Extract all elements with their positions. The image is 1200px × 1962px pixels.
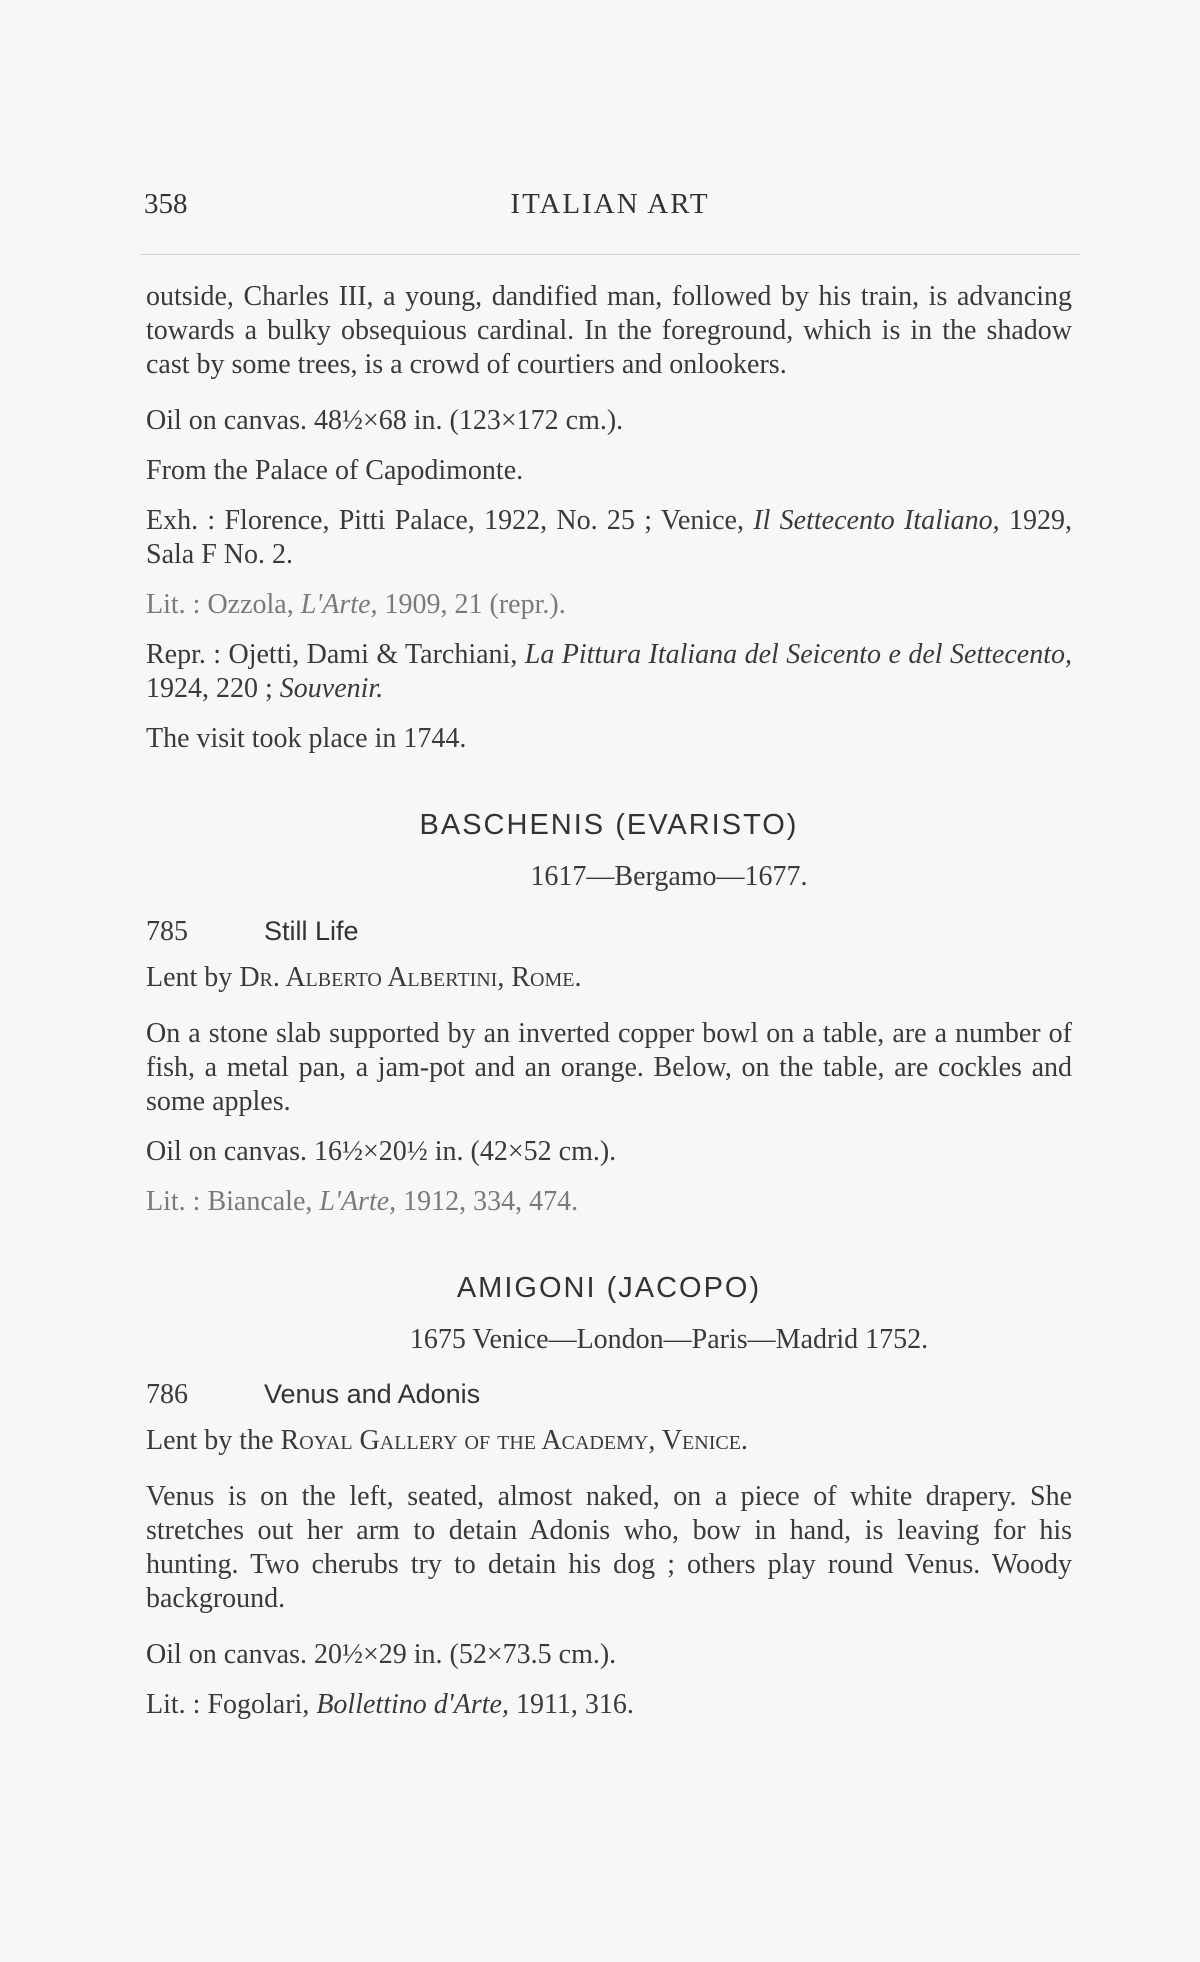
lender-line: Lent by Dr. Alberto Albertini, Rome. [146,962,582,993]
artist-dates: 1675 Venice—London—Paris—Madrid 1752. [409,1324,929,1355]
continuation-medium: Oil on canvas. 48½×68 in. (123×172 cm.). [146,405,624,436]
artist-section-amigoni [146,1271,1072,1722]
artwork-medium: Oil on canvas. 16½×20½ in. (42×52 cm.). [146,1136,617,1167]
catalogue-entry-heading [146,1377,1072,1412]
lender-line: Lent by the Royal Gallery of the Academy, Venice. [146,1425,748,1456]
artist-dates: 1617—Bergamo—1677. [530,861,808,892]
artwork-literature: Lit. : Fogolari, Bollettino d'Arte, 1911, 316. [146,1689,634,1720]
catalogue-number: 786 [146,1379,188,1410]
page-body [146,280,1072,1722]
continuation-reproduction: Repr. : Ojetti, Dami & Tarchiani, La Pittura Italiana del Seicento e del Settecento, 1924, 220 ; Souvenir. [146,639,1072,704]
artwork-title: Venus and Adonis [264,1379,481,1409]
catalogue-entry-heading [146,914,1072,949]
header-rule [140,254,1080,255]
artwork-title: Still Life [264,916,359,946]
continuation-exhibition: Exh. : Florence, Pitti Palace, 1922, No. 25 ; Venice, Il Settecento Italiano, 1929, Sala F No. 2. [146,505,1072,570]
continuation-note: The visit took place in 1744. [146,723,467,754]
artwork-description: Venus is on the left, seated, almost naked, on a piece of white drapery. She stretches out her arm to detain Adonis who, bow in hand, is leaving for his hunting. Two cherubs try to detain his dog ; others play round Venus. Woody background. [146,1481,1072,1614]
artwork-description: On a stone slab supported by an inverted copper bowl on a table, are a number of fish, a metal pan, a jam-pot and an orange. Below, on the table, are cockles and some apples. [146,1018,1072,1117]
artist-section-baschenis [146,808,1072,1219]
continuation-provenance: From the Palace of Capodimonte. [146,455,524,486]
continuation-literature: Lit. : Ozzola, L'Arte, 1909, 21 (repr.). [146,589,566,620]
catalogue-number: 785 [146,916,188,947]
artist-name: AMIGONI (JACOPO) [456,1272,762,1304]
artwork-medium: Oil on canvas. 20½×29 in. (52×73.5 cm.). [146,1639,617,1670]
running-head: ITALIAN ART [510,188,710,220]
artwork-literature: Lit. : Biancale, L'Arte, 1912, 334, 474. [146,1186,579,1217]
continuation-description: outside, Charles III, a young, dandified man, followed by his train, is advancing towards a bulky obsequious cardinal. In the foreground, which is in the shadow cast by some trees, is a crowd of courtiers and onlookers. [146,281,1072,380]
page-header [144,188,1076,232]
page-number: 358 [144,188,188,220]
artist-name: BASCHENIS (EVARISTO) [419,809,799,841]
